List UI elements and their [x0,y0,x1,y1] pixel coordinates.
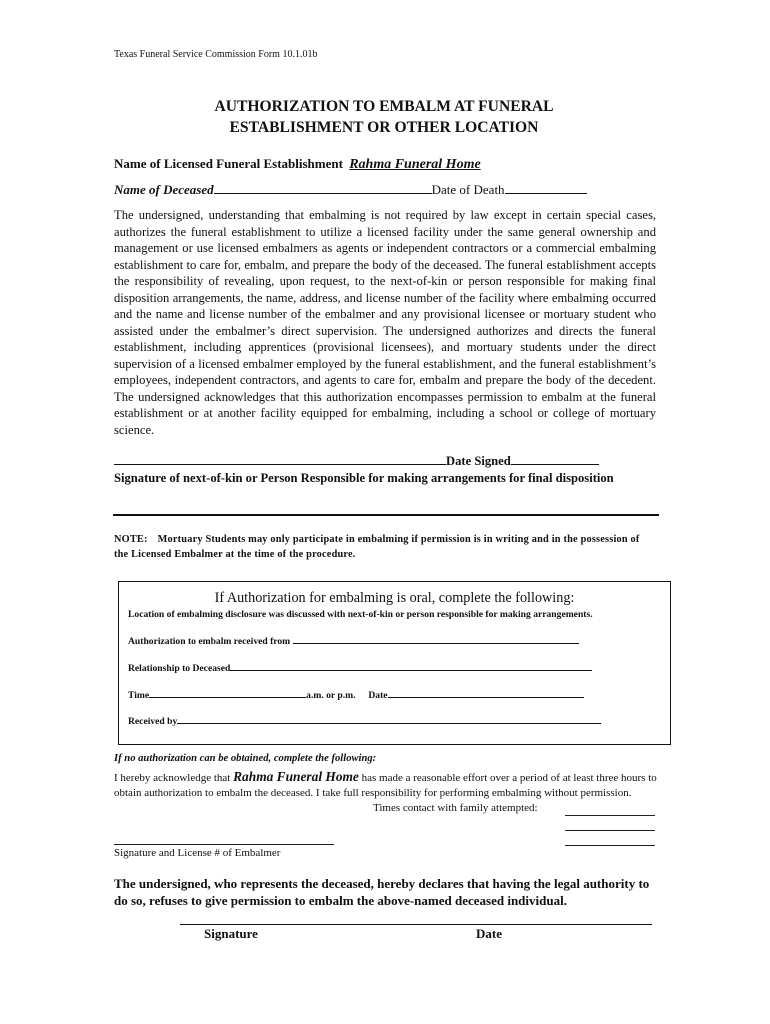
oral-location-text: Location of embalming disclosure was discussed with next-of-kin or person responsible for making arrangements. [128,609,593,620]
next-of-kin-signature-field[interactable] [114,453,446,465]
received-from-field[interactable] [293,634,579,644]
contact-attempt-field-2[interactable] [565,830,655,831]
note-label: NOTE: [114,534,148,545]
authorization-paragraph: The undersigned, understanding that embalming is not required by law except in certain special cases, authorizes the funeral establishment to utilize a licensed facility under the same general ownership and management or use licensed embalmers as agents or independent contractors or a commercial embalming establishment to care for, embalm, and prepare the body of the deceased. The funeral establishment accepts the responsibility of revealing, upon request, to the next-of-kin or person responsible for making final disposition arrangements, the name, address, and license number of the facility where embalming occurred and the name and license number of the embalmer and any provisional licensee or mortuary student who assisted under the embalmer’s direct supervision. The undersigned authorizes and directs the funeral establishment, including apprentices (provisional licensees), and mortuary students under the direct supervision of a licensed embalmer employed by the funeral establishment, and the funeral establishment’s employees, independent contractors, and agents to care for, embalm and prepare the body of the decedent. The undersigned acknowledges that this authorization encompasses permission to embalm at the funeral establishment or at another facility equipped for embalming, including a school or college of mortuary science. [114,208,656,437]
refusal-date-label: Date [476,926,502,941]
relationship-label: Relationship to Deceased [128,663,231,674]
date-of-death-label: Date of Death [431,182,505,197]
date-of-death-field[interactable] [505,182,587,194]
time-field[interactable] [149,688,306,698]
received-by-label: Received by [128,716,178,727]
establishment-name[interactable]: Rahma Funeral Home [349,157,481,172]
received-by-field[interactable] [177,714,601,724]
note-block [114,532,656,562]
contact-attempt-field-3[interactable] [565,845,655,846]
ack-text-before: I hereby acknowledge that [114,772,234,784]
refusal-signature-label: Signature [204,926,258,941]
relationship-row [128,661,592,676]
date-signed-label: Date Signed [446,454,511,468]
contact-attempt-field-1[interactable] [565,815,655,816]
oral-date-field[interactable] [388,688,584,698]
ack-text-after: has made a reasonable effort over a period of at least three hours to obtain authorization to embalm the deceased. I take full responsibility for performing embalming without permission. [114,772,657,799]
embalmer-signature-field[interactable] [114,844,334,845]
deceased-name-field[interactable] [214,182,432,194]
next-of-kin-signature-row [114,453,599,469]
time-date-row [128,688,584,703]
received-from-row [128,634,579,649]
deceased-name-label: Name of Deceased [114,182,214,197]
time-label: Time [128,690,150,701]
oral-date-label: Date [368,690,388,701]
acknowledgement-paragraph [114,770,658,800]
refusal-signature-field[interactable] [180,924,652,925]
no-authorization-heading: If no authorization can be obtained, complete the following: [114,753,377,764]
received-from-label: Authorization to embalm received from [128,636,291,647]
oral-authorization-title: If Authorization for embalming is oral, complete the following: [214,590,575,606]
relationship-field[interactable] [230,661,592,671]
next-of-kin-signature-caption: Signature of next-of-kin or Person Responsible for making arrangements for final disposition [114,471,614,485]
form-title-line-2: ESTABLISHMENT OR OTHER LOCATION [229,119,539,136]
oral-authorization-box [118,581,671,745]
ack-facility-name: Rahma Funeral Home [233,769,359,784]
establishment-label: Name of Licensed Funeral Establishment [114,156,343,171]
received-by-row [128,714,601,729]
date-signed-field[interactable] [511,453,599,465]
embalmer-signature-label: Signature and License # of Embalmer [114,847,281,859]
note-text: Mortuary Students may only participate in embalming if permission is in writing and in the possession of the Licensed Embalmer at the time of the procedure. [114,534,640,560]
form-title [114,96,654,138]
form-id: Texas Funeral Service Commission Form 10.1.01b [114,49,318,60]
times-contact-label: Times contact with family attempted: [373,802,538,814]
refusal-paragraph: The undersigned, who represents the deceased, hereby declares that having the legal authority to do so, refuses to give permission to embalm the above-named deceased individual. [114,876,650,908]
deceased-row [114,182,587,198]
establishment-row [114,156,481,173]
section-divider [113,514,659,516]
form-title-line-1: AUTHORIZATION TO EMBALM AT FUNERAL [214,98,554,115]
ampm-label: a.m. or p.m. [306,690,356,701]
